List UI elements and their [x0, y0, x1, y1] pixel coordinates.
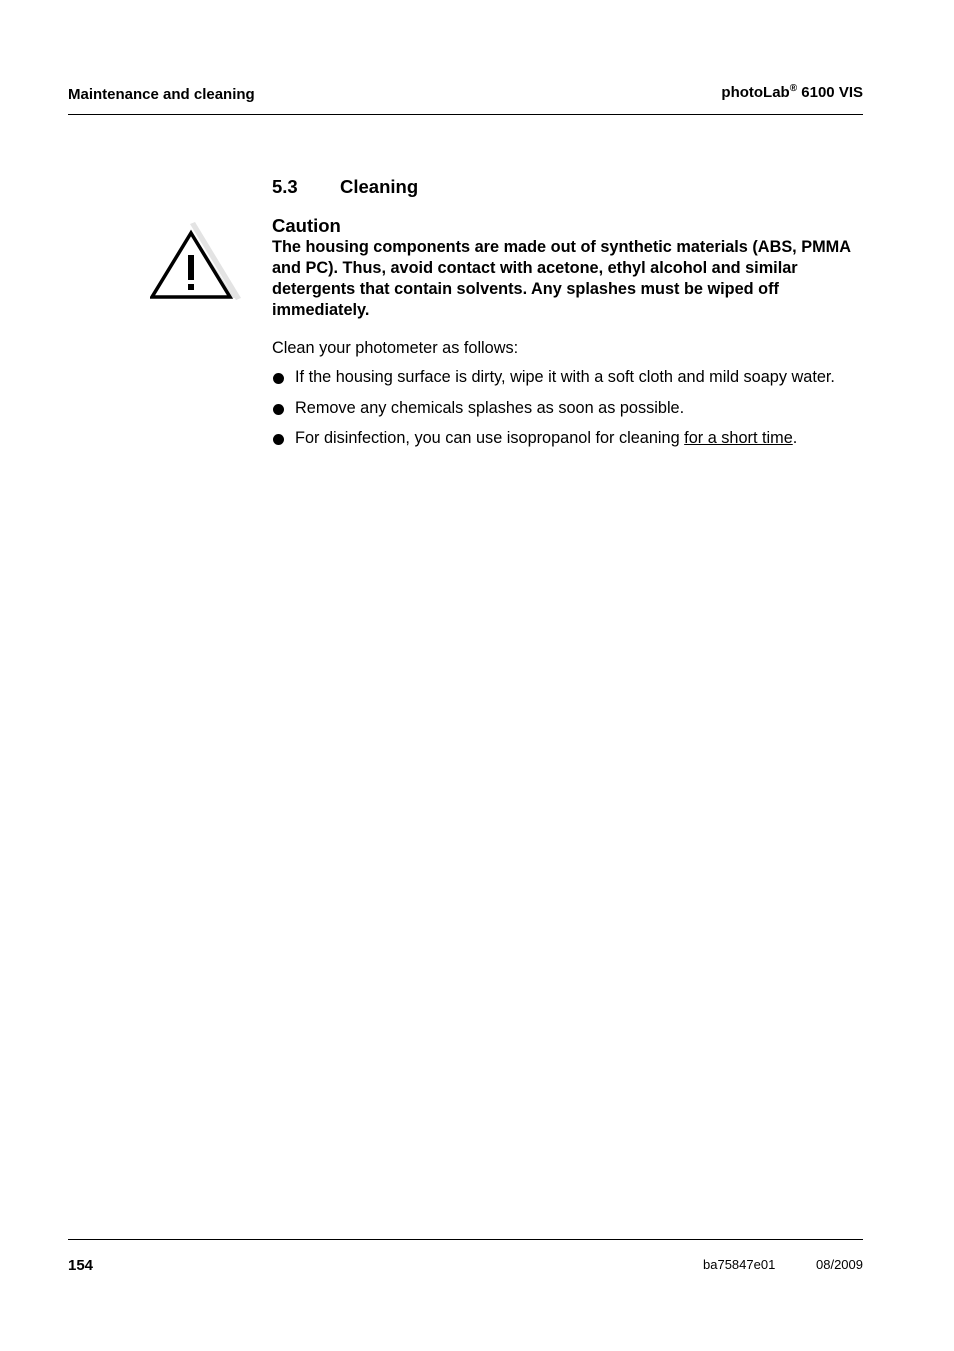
caution-text: The housing components are made out of synthetic materials (ABS, PMMA and PC). Thus, avoid contact with acetone, ethyl alcohol and similar detergents that contain solvents. Any splashes must be wiped off immediately.	[272, 238, 851, 319]
product-name: photoLab	[721, 84, 790, 101]
list-item	[272, 368, 872, 399]
document-date: 08/2009	[816, 1257, 863, 1272]
bullet-icon	[273, 373, 284, 384]
warning-triangle-icon	[150, 222, 242, 302]
page-number: 154	[68, 1257, 94, 1274]
footer-divider	[68, 1239, 863, 1240]
list-item	[272, 429, 872, 460]
section-number: 5.3	[272, 176, 298, 197]
running-header-chapter: Maintenance and cleaning	[68, 86, 255, 103]
section-title: Cleaning	[340, 176, 419, 197]
intro-text: Clean your photometer as follows:	[272, 339, 519, 357]
caution-title: Caution	[272, 215, 341, 236]
bullet-icon	[273, 404, 284, 415]
list-item-text: For disinfection, you can use isopropanol for cleaning	[295, 429, 685, 447]
section-heading	[272, 176, 418, 198]
product-model: 6100 VIS	[797, 84, 863, 101]
header-divider	[68, 114, 863, 115]
list-item	[272, 399, 872, 430]
bullet-icon	[273, 434, 284, 445]
running-header-product	[721, 84, 863, 101]
registered-mark: ®	[789, 83, 798, 94]
list-item-text: Remove any chemicals splashes as soon as possible.	[295, 398, 685, 417]
list-item-suffix: .	[792, 429, 798, 447]
list-item-text: If the housing surface is dirty, wipe it with a soft cloth and mild soapy water.	[295, 368, 835, 386]
short-time-link[interactable]: for a short time	[684, 429, 793, 447]
document-id: ba75847e01	[703, 1257, 776, 1272]
cleaning-steps-list	[272, 368, 872, 460]
